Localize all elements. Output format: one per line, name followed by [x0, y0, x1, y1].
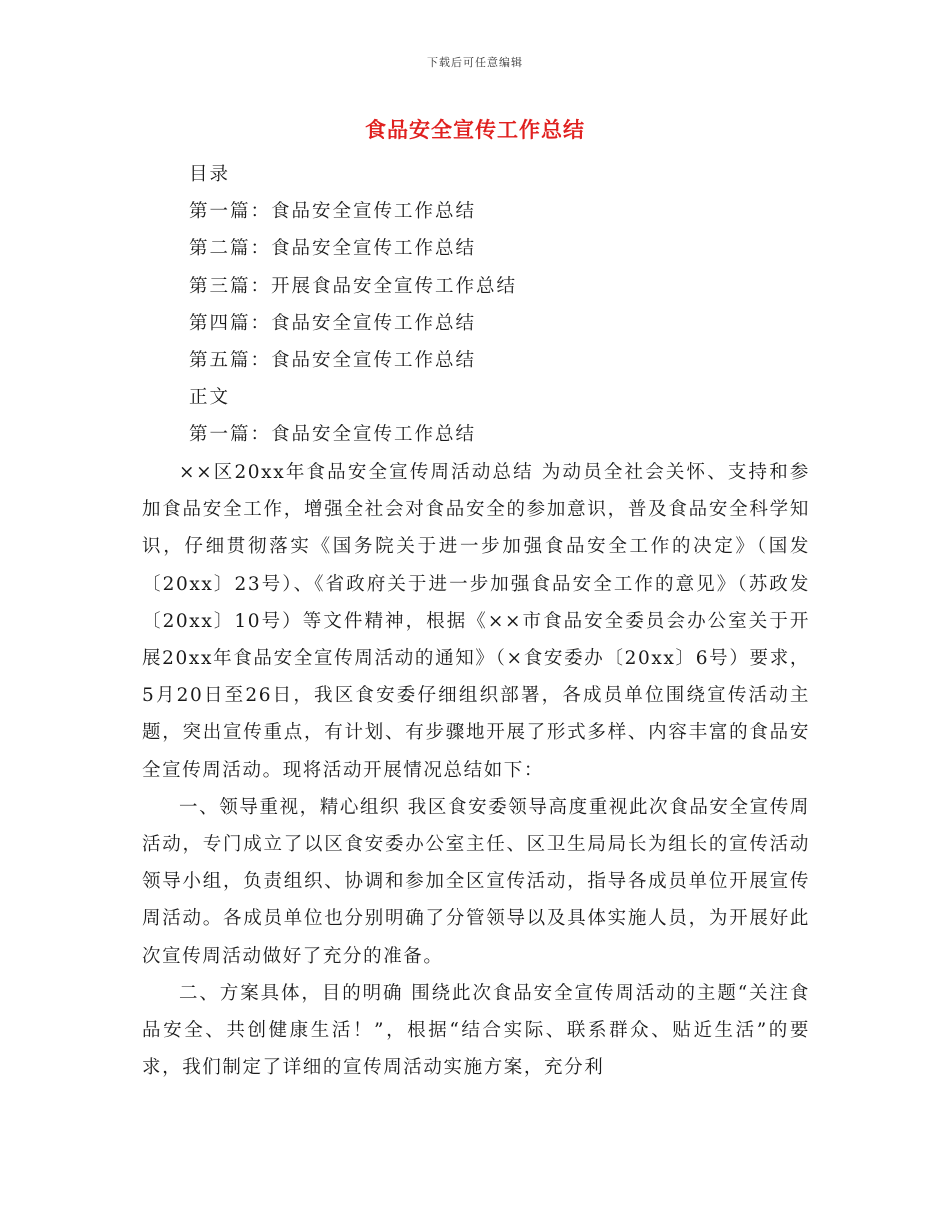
toc-item: 第二篇：食品安全宣传工作总结 [189, 238, 477, 260]
paragraph: 一、领导重视，精心组织 我区食安委领导高度重视此次食品安全宣传周活动，专门成立了以区食安委办公室主任、区卫生局局长为组长的宣传活动领导小组，负责组织、协调和参加全区宣传活动，指导各成员单位开展宣传周活动。各成员单位也分别明确了分管领导以及具体实施人员，为开展好此次宣传周活动做好了充分的准备。 [142, 796, 810, 967]
toc-heading: 目录 [189, 164, 231, 185]
toc-item: 第四篇：食品安全宣传工作总结 [189, 312, 477, 334]
header-note: 下载后可任意编辑 [427, 56, 523, 69]
paragraph: 二、方案具体，目的明确 围绕此次食品安全宣传周活动的主题“关注食品安全、共创健康生活！”，根据“结合实际、联系群众、贴近生活”的要求，我们制定了详细的宣传周活动实施方案，充分利 [142, 982, 810, 1079]
section-heading: 第一篇：食品安全宣传工作总结 [189, 424, 477, 446]
document-title: 食品安全宣传工作总结 [365, 117, 585, 142]
toc-item: 第五篇：食品安全宣传工作总结 [189, 349, 477, 371]
body-text [142, 454, 810, 1086]
paragraph: ××区20xx年食品安全宣传周活动总结 为动员全社会关怀、支持和参加食品安全工作，增强全社会对食品安全的参加意识，普及食品安全科学知识，仔细贯彻落实《国务院关于进一步加强食品安全工作的决定》（国发〔20xx〕23号）、《省政府关于进一步加强食品安全工作的意见》（苏政发〔20xx〕10号）等文件精神，根据《××市食品安全委员会办公室关于开展20xx年食品安全宣传周活动的通知》（×食安委办〔20xx〕6号）要求，5月20日至26日，我区食安委仔细组织部署，各成员单位围绕宣传活动主题，突出宣传重点，有计划、有步骤地开展了形式多样、内容丰富的食品安全宣传周活动。现将活动开展情况总结如下： [142, 462, 810, 781]
toc-item: 第三篇：开展食品安全宣传工作总结 [189, 275, 518, 297]
body-heading: 正文 [189, 387, 231, 409]
table-of-contents [189, 156, 829, 454]
toc-item: 第一篇：食品安全宣传工作总结 [189, 201, 477, 223]
